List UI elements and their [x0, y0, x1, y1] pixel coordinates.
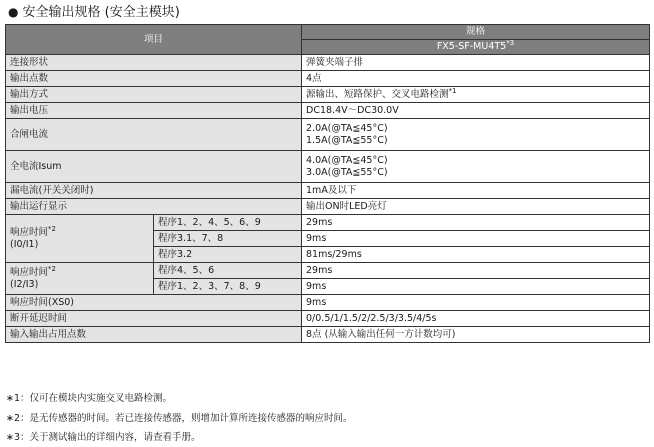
program-label: 程序1、2、4、5、6、9 — [154, 215, 302, 231]
program-label: 程序3.1、7、8 — [154, 231, 302, 247]
row-label: 输出点数 — [6, 71, 302, 87]
row-label: 断开延迟时间 — [6, 311, 302, 327]
bullet-icon: ● — [8, 5, 19, 19]
table-row — [6, 183, 650, 199]
table-row — [6, 295, 650, 311]
row-value: 输出ON时LED亮灯 — [302, 199, 650, 215]
footnote-3: ∗3：关于测试输出的详细内容，请查看手册。 — [6, 432, 201, 443]
row-value: 29ms — [302, 215, 650, 231]
row-label: 漏电流(开关关闭时) — [6, 183, 302, 199]
row-value: 9ms — [302, 295, 650, 311]
row-label: 响应时间$^{*2}$ (I0/I1) — [6, 215, 154, 263]
table-row — [6, 199, 650, 215]
row-label: 响应时间(XS0) — [6, 295, 302, 311]
row-value: 81ms/29ms — [302, 247, 650, 263]
row-label: 输出运行显示 — [6, 199, 302, 215]
row-value: 9ms — [302, 279, 650, 295]
row-label: 连接形状 — [6, 55, 302, 71]
method-note: *1 — [448, 86, 457, 95]
row-label: 全电流Isum — [6, 151, 302, 183]
program-label: 程序1、2、3、7、8、9 — [154, 279, 302, 295]
spec-table — [5, 24, 650, 343]
header-row-1 — [6, 25, 650, 40]
table-row — [6, 87, 650, 103]
table-row — [6, 311, 650, 327]
table-row — [6, 71, 650, 87]
table-row — [6, 215, 650, 231]
header-model: FX5-SF-MU4T5$^{*3}$ — [302, 40, 650, 55]
row-label: 输入输出占用点数 — [6, 327, 302, 343]
row-label: 合闸电流 — [6, 119, 302, 151]
footnote-2: ∗2：是无传感器的时间。若已连接传感器，则增加计算所连接传感器的响应时间。 — [6, 413, 353, 424]
header-spec: 规格 — [302, 25, 650, 40]
footnote-1: ∗1：仅可在模块内实施交叉电路检测。 — [6, 393, 173, 404]
program-label: 程序4、5、6 — [154, 263, 302, 279]
row-value: 0/0.5/1/1.5/2/2.5/3/3.5/4/5s — [302, 311, 650, 327]
table-row — [6, 119, 650, 151]
row-value: 4.0A(@TA≦45°C) 3.0A(@TA≦55°C) — [302, 151, 650, 183]
row-value: 2.0A(@TA≦45°C) 1.5A(@TA≦55°C) — [302, 119, 650, 151]
row-label: 响应时间$^{*2}$ (I2/I3) — [6, 263, 154, 295]
table-row — [6, 55, 650, 71]
row-value: 1mA及以下 — [302, 183, 650, 199]
table-row — [6, 263, 650, 279]
row-value: 9ms — [302, 231, 650, 247]
row-value: 8点 (从输入输出任何一方计数均可) — [302, 327, 650, 343]
row-value: 弹簧夹端子排 — [302, 55, 650, 71]
program-label: 程序3.2 — [154, 247, 302, 263]
header-item: 项目 — [6, 25, 302, 55]
row-value: DC18.4V～DC30.0V — [302, 103, 650, 119]
table-row — [6, 103, 650, 119]
section-title — [8, 3, 180, 22]
table-row — [6, 151, 650, 183]
header-model-note: *3 — [506, 39, 515, 47]
row-label: 输出电压 — [6, 103, 302, 119]
row-value: 29ms — [302, 263, 650, 279]
row-value: 4点 — [302, 71, 650, 87]
row-value: 源输出、短路保护、交叉电路检测$^{*1}$ — [302, 87, 650, 103]
row-label: 输出方式 — [6, 87, 302, 103]
table-row — [6, 327, 650, 343]
section-title-text: 安全输出规格 (安全主模块) — [22, 5, 180, 20]
